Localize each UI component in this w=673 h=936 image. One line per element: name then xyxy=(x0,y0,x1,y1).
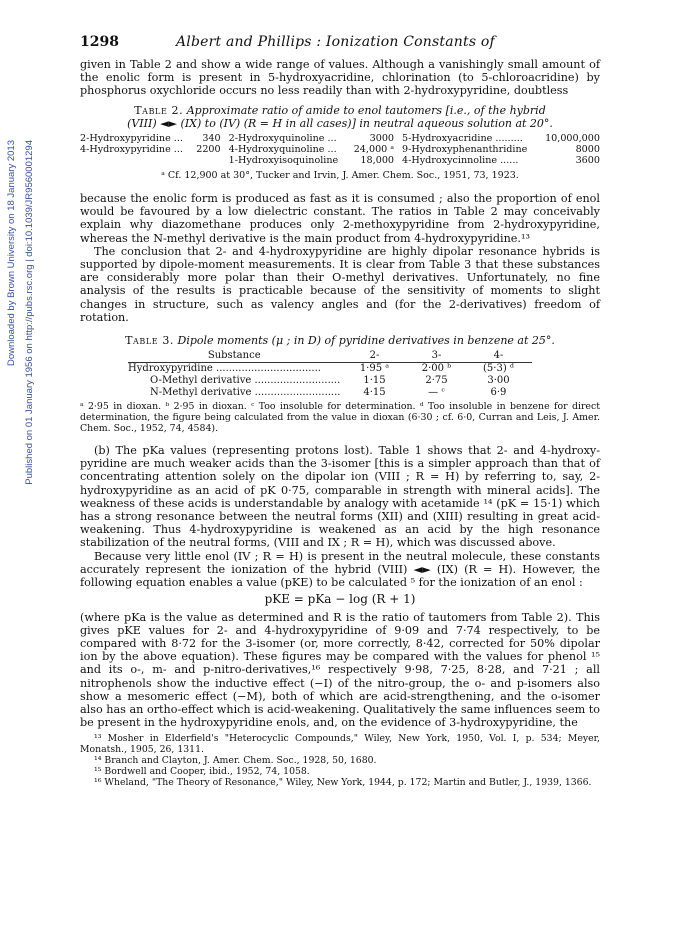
table-cell: — ᶜ xyxy=(428,387,445,399)
page-header xyxy=(80,36,600,58)
paragraph-3: The conclusion that 2- and 4-hydroxypyridine are highly dipolar resonance hybrids is supported by dipole-moment measurements. It is clear from Table 3 that these substances are considerably more polar than their O-methyl derivatives. Unfortunately, no fine analysis of the results is practicable because of the sensitivity of moments to slight changes in structure, such as valency angles and (for the 2-derivatives) freedom of rotation. xyxy=(80,244,600,324)
table-cell: 3600 xyxy=(575,155,600,167)
table2-caption-line1: Approximate ratio of amide to enol tautomers [i.e., of the hybrid xyxy=(186,103,546,117)
table-cell: 10,000,000 xyxy=(545,132,600,144)
table3 xyxy=(128,350,532,399)
table-cell: 3·00 xyxy=(487,375,510,387)
table2-label: Table 2. xyxy=(134,103,184,117)
table-cell: 4-Hydroxycinnoline ...... xyxy=(402,155,519,167)
table-cell: 4-Hydroxypyridine ... xyxy=(80,144,183,156)
table3-footnotes: ᵃ 2·95 in dioxan. ᵇ 2·95 in dioxan. ᶜ Too insoluble for determination. ᵈ Too insoluble in benzene for direct determination, the figure being calculated from the value in dioxan (6·30 ; cf. 6·0, Curran and Leis, J. Amer. Chem. Soc., 1952, 74, 4584). xyxy=(80,401,600,435)
table-cell: 340 xyxy=(202,132,221,144)
table-cell: 6·9 xyxy=(490,387,507,399)
table-cell: 1·15 xyxy=(363,375,386,387)
reference-item: ¹⁶ Wheland, "The Theory of Resonance," Wiley, New York, 1944, p. 172; Martin and Butler, J., 1939, 1366. xyxy=(94,777,592,789)
table-row xyxy=(128,387,532,399)
page-number: 1298 xyxy=(80,34,119,50)
column-header: 4- xyxy=(470,350,532,363)
table2-footnote: ᵃ Cf. 12,900 at 30°, Tucker and Irvin, J. Amer. Chem. Soc., 1951, 73, 1923. xyxy=(161,169,519,181)
references xyxy=(80,733,600,788)
table-cell: 9-Hydroxyphenanthridine xyxy=(402,144,528,156)
running-title: Albert and Phillips : Ionization Constants of xyxy=(176,34,495,50)
table-cell: 2·00 ᵇ xyxy=(421,363,452,375)
reference-item: ¹³ Mosher in Elderfield's "Heterocyclic Compounds," Wiley, New York, 1950, Vol. I, p. 534; Meyer, Monatsh., 1905, 26, 1311. xyxy=(80,733,600,756)
table-cell: 2-Hydroxypyridine ... xyxy=(80,132,183,144)
paragraph-6: (where pKa is the value as determined and R is the ratio of tautomers from Table 2). This gives pKE values for 2- and 4-hydroxypyridine of 9·09 and 7·74 respectively, to be compared with 8·72 for the 3-isomer (or, more correctly, 8·42, corrected for 50% dipolar ion by the above equation). These figures may be compared with the values for phenol ¹⁵ and its o-, m- and p-nitro-derivatives,¹⁶ respectively 9·98, 7·25, 8·28, and 7·21 ; all nitrophenols show the inductive effect (−I) of the nitro-group, the o- and p-isomers also show a mesomeric effect (−M), both of which are acid-strengthening, and the o-isomer also has an ortho-effect which is acid-weakening. Qualitatively the same influences seem to be present in the hydroxypyridine enols, and, on the evidence of 3-hydroxypyridine, the xyxy=(80,610,600,730)
reference-item: ¹⁵ Bordwell and Cooper, ibid., 1952, 74, 1058. xyxy=(94,766,310,778)
table-cell: 4-Hydroxyquinoline ... xyxy=(228,144,337,156)
table2-caption xyxy=(80,104,600,130)
table-cell: 5-Hydroxyacridine ......... xyxy=(402,132,523,144)
published-note: Published on 01 January 1956 on http://pubs.rsc.org | doi:10.1039/JR9560001294 xyxy=(24,140,35,485)
paragraph-4: (b) The pKa values (representing protons lost). Table 1 shows that 2- and 4-hydroxy-pyridine are much weaker acids than the 3-isomer [this is a simpler approach than that of concentrating attention solely on the dipolar ion (VIII ; R = H) by referring to, say, 2-hydroxypyridine as an acid of pK 0·75, comparable in strength with mineral acids]. The weakness of these acids is understandable by analogy with acetamide ¹⁴ (pK = 15·1) which has a strong resonance between the neutral forms (XII) and (XIII) resulting in great acid-weakening. Thus 4-hydroxypyridine is weakened as an acid by the high resonance stabilization of the neutral forms, (VIII and IX ; R = H), which was discussed above. xyxy=(80,444,600,550)
table-row xyxy=(128,375,532,387)
sidebar-provenance xyxy=(6,140,48,760)
journal-page xyxy=(80,36,600,788)
downloaded-note: Downloaded by Brown University on 18 January 2013 xyxy=(6,140,17,367)
table-cell: 24,000 ᵃ xyxy=(353,144,395,156)
table-cell: O-Methyl derivative ........................... xyxy=(150,375,341,387)
table-cell: 4·15 xyxy=(363,387,386,399)
reference-item: ¹⁴ Branch and Clayton, J. Amer. Chem. Soc., 1928, 50, 1680. xyxy=(94,755,377,767)
table3-caption-text: Dipole moments (μ ; in D) of pyridine derivatives in benzene at 25°. xyxy=(177,334,555,348)
table-cell: 1·95 ᵃ xyxy=(359,363,390,375)
table3-caption xyxy=(80,334,600,347)
column-header: 2- xyxy=(346,350,408,363)
table-cell: Hydroxypyridine ................................. xyxy=(128,363,321,375)
column-header: 3- xyxy=(408,350,470,363)
table-cell: 18,000 xyxy=(360,155,395,167)
table-cell: 2·75 xyxy=(425,375,448,387)
table2-caption-line2: (VIII) ◄► (IX) to (IV) (R = H in all cases)] in neutral aqueous solution at 20°. xyxy=(127,116,553,130)
paragraph-1: given in Table 2 and show a wide range of values. Although a vanishingly small amount of the enolic form is present in 5-hydroxyacridine, chlorination (to 5-chloroacridine) by phosphorus oxychloride occurs no less readily than with 2-hydroxypyridine, doubtless xyxy=(80,58,600,98)
table-row xyxy=(128,363,532,376)
table-cell: 2-Hydroxyquinoline ... xyxy=(228,132,337,144)
equation: pKE = pKa − log (R + 1) xyxy=(264,592,416,607)
table2 xyxy=(80,133,600,167)
table-row xyxy=(80,133,600,144)
table-row xyxy=(80,144,600,155)
paragraph-2: because the enolic form is produced as fast as it is consumed ; also the proportion of enol would be favoured by a low dielectric constant. The ratios in Table 2 may conceivably explain why diazomethane produces only 2-methoxypyridine from 2-hydroxypyridine, whereas the N-methyl derivative is the main product from 4-hydroxypyridine.¹³ xyxy=(80,192,600,245)
table-header-row xyxy=(128,350,532,363)
table-cell xyxy=(193,155,229,166)
table-cell xyxy=(80,155,193,166)
table-cell: 2200 xyxy=(196,144,221,156)
table-row xyxy=(80,155,600,166)
table-cell: 1-Hydroxyisoquinoline xyxy=(228,155,339,167)
column-header: Substance xyxy=(128,350,346,363)
table-cell: N-Methyl derivative ........................... xyxy=(150,387,341,399)
table-cell: 3000 xyxy=(369,132,395,144)
table-cell: (5·3) ᵈ xyxy=(483,363,514,375)
table-cell: 8000 xyxy=(575,144,600,156)
paragraph-5: Because very little enol (IV ; R = H) is present in the neutral molecule, these constants accurately represent the ionization of the hybrid (VIII) ◄► (IX) (R = H). However, the following equation enables a value (pKE) to be calculated ⁵ for the ionization of an enol : xyxy=(80,549,600,590)
table3-label: Table 3. xyxy=(125,334,175,348)
